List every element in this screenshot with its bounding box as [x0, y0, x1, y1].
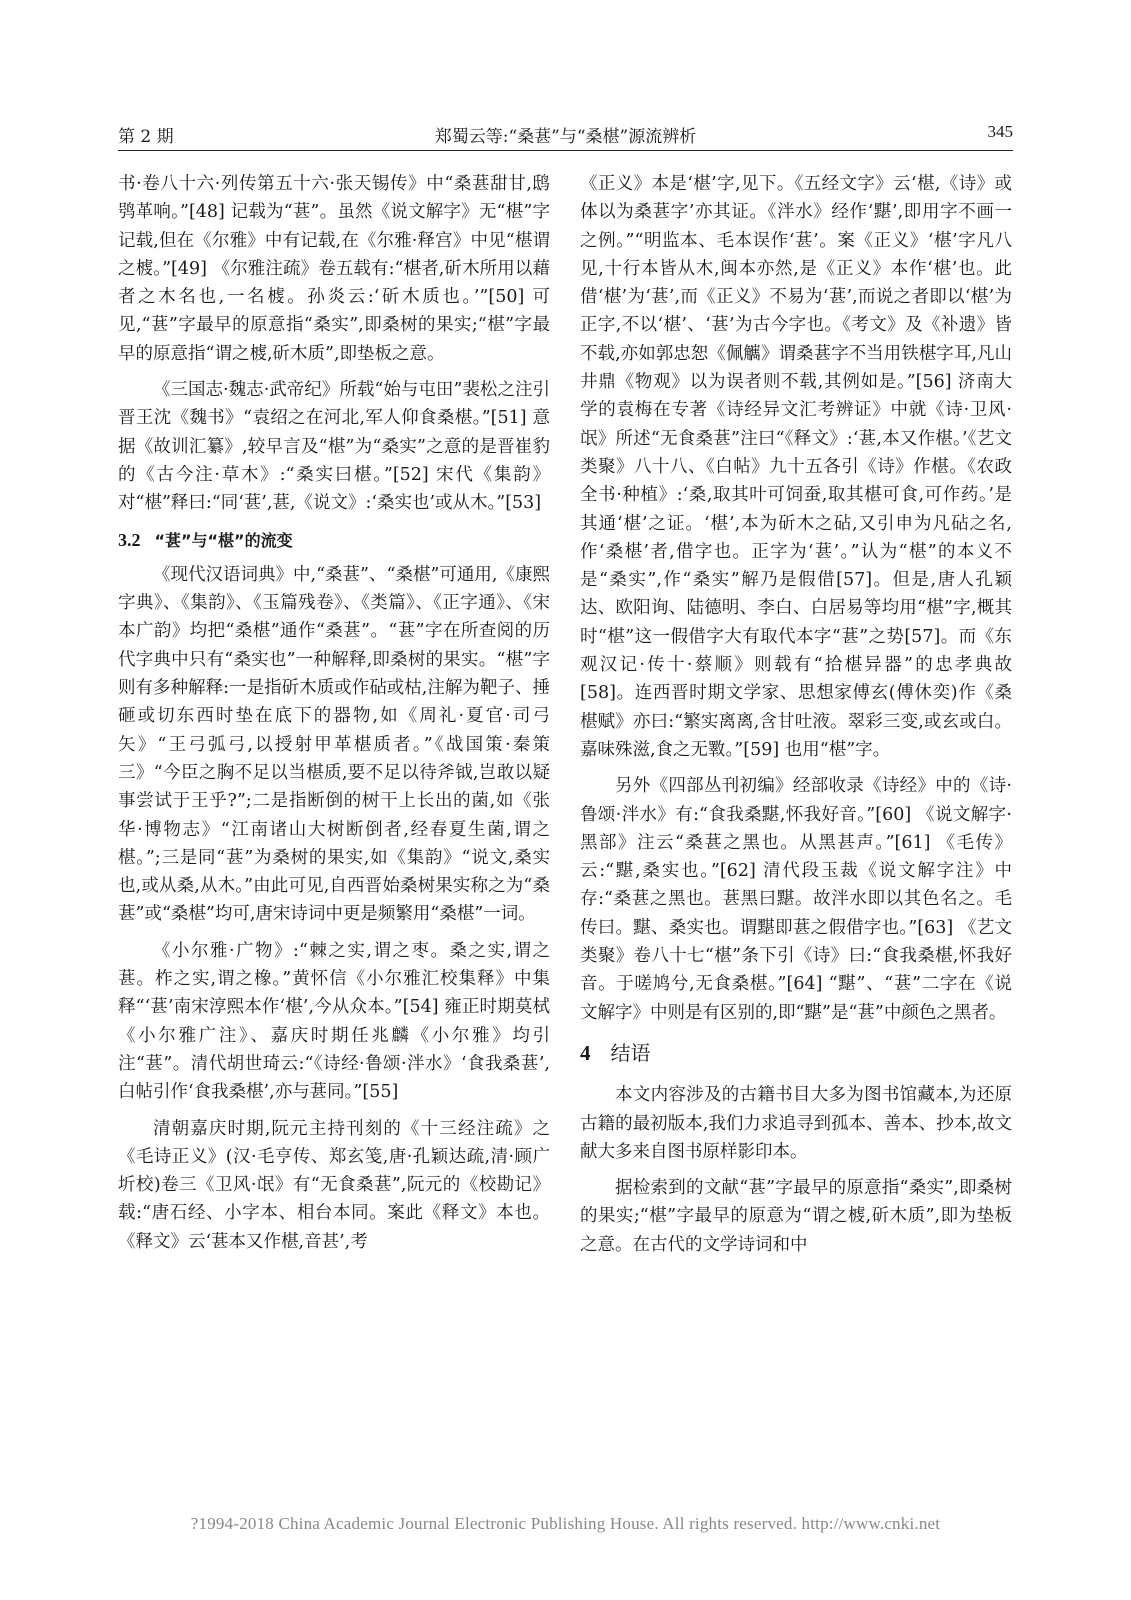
paragraph: 清朝嘉庆时期,阮元主持刊刻的《十三经注疏》之《毛诗正义》(汉·毛亨传、郑玄笺,唐·孔颖达疏,清·顾广圻校)卷三《卫风·氓》有“无食桑葚”,阮元的《校勘记》载:“唐石经、小字本、相台本同。案此《释文》本也。《释文》云‘葚本又作椹,音甚’,考: [118, 1118, 550, 1252]
paragraph: 本文内容涉及的古籍书目大多为图书馆藏本,为还原古籍的最初版本,我们力求追寻到孤本、善本、抄本,故文献大多来自图书原样影印本。: [580, 1085, 1012, 1162]
paragraph: 《三国志·魏志·武帝纪》所载“始与屯田”裴松之注引晋王沈《魏书》“袁绍之在河北,军人仰食桑椹。”[51] 意据《故训汇纂》,较早言及“椹”为“桑实”之意的是晋崔豹的《古今注·草木》:“桑实曰椹。”[52] 宋代《集韵》对“椹”释曰:“同‘葚’,葚,《说文》:‘桑实也’或从木。”[53]: [118, 380, 550, 514]
paragraph: 《小尔雅·广物》:“棘之实,谓之枣。桑之实,谓之葚。柞之实,谓之橡。”黄怀信《小尔雅汇校集释》中集释“‘葚’南宋淳熙本作‘椹’,今从众本。”[54] 雍正时期莫栻《小尔雅广注》、嘉庆时期任兆麟《小尔雅》均引注“葚”。清代胡世琦云:“《诗经·鲁颂·泮水》‘食我桑葚’,白帖引作‘食我桑椹’,亦与葚同。”[55]: [118, 940, 550, 1103]
section-title: “葚”与“椹”的流变: [154, 530, 293, 550]
paragraph: 另外《四部丛刊初编》经部收录《诗经》中的《诗·鲁颂·泮水》有:“食我桑黮,怀我好音。”[60] 《说文解字·黑部》注云“桑葚之黑也。从黑甚声。”[61] 《毛传》云:“黮,桑实也。”[62] 清代段玉裁《说文解字注》中存:“桑葚之黑也。葚黑曰黮。故泮水即以其色名之。毛传曰。黮、桑实也。谓黮即葚之假借字也。”[63] 《艺文类聚》卷八十七“椹”条下引《诗》曰:“食我桑椹,怀我好音。于嗟鸠兮,无食桑椹。”[64] “黮”、“葚”二字在《说文解字》中则是有区别的,即“黮”是“葚”中颜色之黑者。: [580, 776, 1012, 1023]
section-number: 4: [580, 1040, 591, 1065]
right-column: [580, 170, 1012, 1267]
copyright-footer: ?1994-2018 China Academic Journal Electronic Publishing House. All rights reserved. http://www.cnki.net: [190, 1514, 941, 1533]
section-number: 3.2: [118, 529, 141, 550]
left-column: [118, 170, 550, 1264]
paragraph: 《正义》本是‘椹’字,见下。《五经文字》云‘椹,《诗》或体以为桑葚字’亦其证。《泮水》经作‘黮’,即用字不画一之例。”“明监本、毛本误作‘葚’。案《正义》‘椹’字凡八见,十行本皆从木,闽本亦然,是《正义》本作‘椹’也。此借‘椹’为‘葚’,而《正义》不易为‘葚’,而说之者即以‘椹’为正字,不以‘椹’、‘葚’为古今字也。《考文》及《补遗》皆不载,亦如郭忠恕《佩觽》谓桑葚字不当用铁椹字耳,凡山井鼎《物观》以为误者则不载,其例如是。”[56] 济南大学的袁梅在专著《诗经异文汇考辨证》中就《诗·卫风·氓》所述“无食桑葚”注曰“《释文》:‘葚,本又作椹。’《艺文类聚》八十八、《白帖》九十五各引《诗》作椹。《农政全书·种植》:‘桑,取其叶可饲蚕,取其椹可食,可作药。’是其通‘椹’之证。‘椹’,本为斫木之砧,又引申为凡砧之名,作‘桑椹’者,借字也。正字为‘葚’。”认为“椹”的本义不是“桑实”,作“桑实”解乃是假借[57]。但是,唐人孔颖达、欧阳询、陆德明、李白、白居易等均用“椹”字,概其时“椹”这一假借字大有取代本字“葚”之势[57]。而《东观汉记·传十·蔡顺》则载有“拾椹异器”的忠孝典故[58]。连西晋时期文学家、思想家傅玄(傅休奕)作《桑椹赋》亦曰:“繁实离离,含甘吐液。翠彩三变,或玄或白。嘉味殊滋,食之无斁。”[59] 也用“椹”字。: [580, 174, 1012, 760]
paragraph: 书·卷八十六·列传第五十六·张天锡传》中“桑葚甜甘,鸱鸮革响。”[48] 记载为“葚”。虽然《说文解字》无“椹”字记载,但在《尔雅》中有记载,在《尔雅·释宫》中见“椹谓之榩。”[49] 《尔雅注疏》卷五载有:“椹者,斫木所用以藉者之木名也,一名榩。孙炎云:‘斫木质也。’”[50] 可见,“葚”字最早的原意指“桑实”,即桑树的果实;“椹”字最早的原意指“谓之榩,斫木质”,即垫板之意。: [118, 174, 550, 364]
running-title: 郑蜀云等:“桑葚”与“桑椹”源流辨析: [434, 127, 697, 147]
paragraph: 《现代汉语词典》中,“桑葚”、“桑椹”可通用,《康熙字典》、《集韵》、《玉篇残卷》、《类篇》、《正字通》、《宋本广韵》均把“桑椹”通作“桑葚”。“葚”字在所查阅的历代字典中只有“桑实也”一种解释,即桑树的果实。“椹”字则有多种解释:一是指斫木质或作砧或枯,注解为靶子、捶砸或切东西时垫在底下的器物,如《周礼·夏官·司弓矢》“王弓弧弓,以授射甲革椹质者。”《战国策·秦策三》“今臣之胸不足以当椹质,要不足以待斧钺,岂敢以疑事尝试于王乎?”;二是指断倒的树干上长出的菌,如《张华·博物志》“江南诸山大树断倒者,经春夏生菌,谓之椹。”;三是同“葚”为桑树的果实,如《集韵》“说文,桑实也,或从桑,从木。”由此可见,自西晋始桑树果实称之为“桑葚”或“桑椹”均可,唐宋诗词中更是频繁用“桑椹”一词。: [118, 564, 550, 925]
paragraph: 据检索到的文献“葚”字最早的原意指“桑实”,即桑树的果实;“椹”字最早的原意为“谓之榩,斫木质”,即为垫板之意。在古代的文学诗词和中: [580, 1178, 1012, 1255]
issue-number: 第 2 期: [118, 127, 174, 147]
section-heading-4: [580, 1039, 1012, 1067]
running-header: [118, 92, 1013, 151]
section-heading-3-2: [118, 526, 550, 555]
section-title: 结语: [610, 1040, 651, 1065]
page-number: 345: [987, 122, 1013, 141]
